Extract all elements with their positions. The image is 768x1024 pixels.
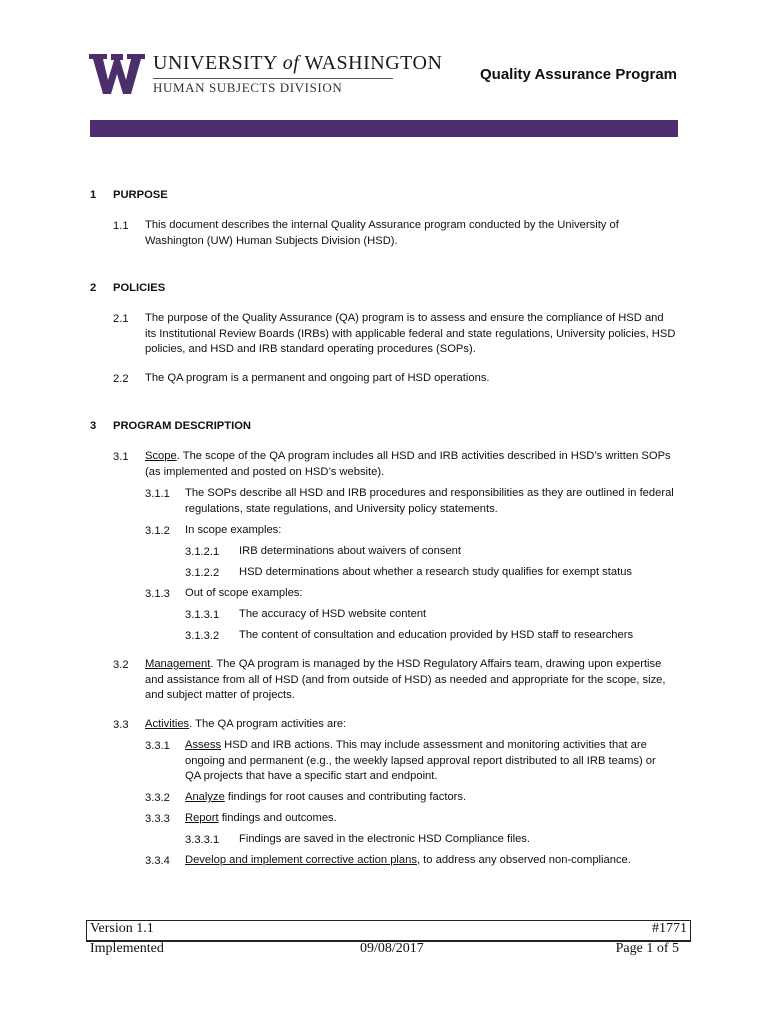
section-heading: PURPOSE [113, 189, 168, 201]
item-number: 3.3.2 [145, 792, 170, 804]
paragraph-label: Develop and implement corrective action plans [185, 854, 417, 866]
section-number: 2 [90, 282, 97, 294]
paragraph-label: Activities [145, 718, 190, 730]
paragraph-label: Management [145, 658, 211, 670]
paragraph: The purpose of the Quality Assurance (QA) program is to assess and ensure the compliance of HSD and its Institutional Review Boards (IRBs) with applicable federal and state regulations, University policies, HSD policies, and HSD and IRB standard operating procedures (SOPs). [145, 312, 676, 355]
paragraph-label: Assess [185, 739, 222, 751]
footer-version: Version 1.1 [90, 921, 154, 936]
section-number: 1 [90, 189, 97, 201]
item-number: 3.3.3.1 [185, 834, 220, 846]
logo-divider [153, 78, 393, 79]
paragraph: Develop and implement corrective action plans, to address any observed non-compliance. [185, 854, 631, 866]
paragraph: Report findings and outcomes. [185, 812, 337, 824]
division-name: HUMAN SUBJECTS DIVISION [153, 80, 343, 95]
item-number: 1.1 [113, 220, 129, 232]
item-number: 3.1.3.1 [185, 609, 220, 621]
paragraph: Assess HSD and IRB actions. This may include assessment and monitoring activities that are ongoing and permanent (e.g., the weekly lapsed approval report distributed to all IRB teams) or QA projects that have a specific start and endpoint. [185, 739, 656, 782]
paragraph-label: Scope [145, 450, 177, 462]
item-number: 3.3.3 [145, 813, 170, 825]
item-number: 2.2 [113, 373, 129, 385]
section-number: 3 [90, 420, 97, 432]
paragraph: Analyze findings for root causes and contributing factors. [185, 791, 467, 803]
item-number: 3.2 [113, 659, 129, 671]
item-number: 3.3.4 [145, 855, 170, 867]
uw-logo [89, 52, 443, 100]
footer-doc-number: #1771 [652, 921, 687, 936]
item-number: 3.1.3.2 [185, 630, 220, 642]
paragraph: This document describes the internal Quality Assurance program conducted by the University of Washington (UW) Human Subjects Division (HSD). [145, 219, 619, 247]
paragraph: In scope examples: [185, 524, 282, 536]
paragraph-label: Report [185, 812, 219, 824]
footer-version-box [86, 920, 691, 941]
uw-w-mark-icon [89, 52, 145, 96]
section-heading: POLICIES [113, 282, 166, 294]
item-number: 3.1.2.2 [185, 567, 220, 579]
paragraph: HSD determinations about whether a research study qualifies for exempt status [239, 566, 633, 578]
footer-status: Implemented [90, 941, 164, 956]
item-number: 3.1 [113, 451, 129, 463]
section-heading: PROGRAM DESCRIPTION [113, 420, 251, 432]
item-number: 3.1.2 [145, 525, 170, 537]
item-number: 3.1.1 [145, 488, 170, 500]
paragraph: IRB determinations about waivers of consent [239, 545, 462, 557]
paragraph: The QA program is a permanent and ongoing part of HSD operations. [145, 372, 490, 384]
document-title: Quality Assurance Program [479, 66, 677, 83]
university-name: UNIVERSITY of WASHINGTON [153, 52, 443, 74]
item-number: 3.1.2.1 [185, 546, 220, 558]
item-number: 2.1 [113, 313, 129, 325]
paragraph: Out of scope examples: [185, 587, 303, 599]
paragraph: The content of consultation and education provided by HSD staff to researchers [239, 629, 634, 641]
paragraph: Scope. The scope of the QA program includes all HSD and IRB activities described in HSD’s written SOPs (as implemented and posted on HSD’s website). [145, 450, 671, 478]
footer-page-number: Page 1 of 5 [615, 941, 679, 956]
paragraph: Management. The QA program is managed by the HSD Regulatory Affairs team, drawing upon expertise and assistance from all of HSD (and from outside of HSD) as needed and appropriate for the scope, size, and subject matter of projects. [145, 658, 666, 701]
header-bar [90, 120, 678, 137]
item-number: 3.3 [113, 719, 129, 731]
page-footer [86, 920, 691, 968]
item-number: 3.1.3 [145, 588, 170, 600]
item-number: 3.3.1 [145, 740, 170, 752]
paragraph: Findings are saved in the electronic HSD Compliance files. [239, 833, 531, 845]
paragraph: Activities. The QA program activities are: [145, 718, 347, 730]
paragraph: The SOPs describe all HSD and IRB procedures and responsibilities as they are outlined in federal regulations, state regulations, and University policy statements. [185, 487, 674, 515]
footer-date: 09/08/2017 [360, 941, 424, 956]
paragraph: The accuracy of HSD website content [239, 608, 427, 620]
paragraph-label: Analyze [185, 791, 225, 803]
